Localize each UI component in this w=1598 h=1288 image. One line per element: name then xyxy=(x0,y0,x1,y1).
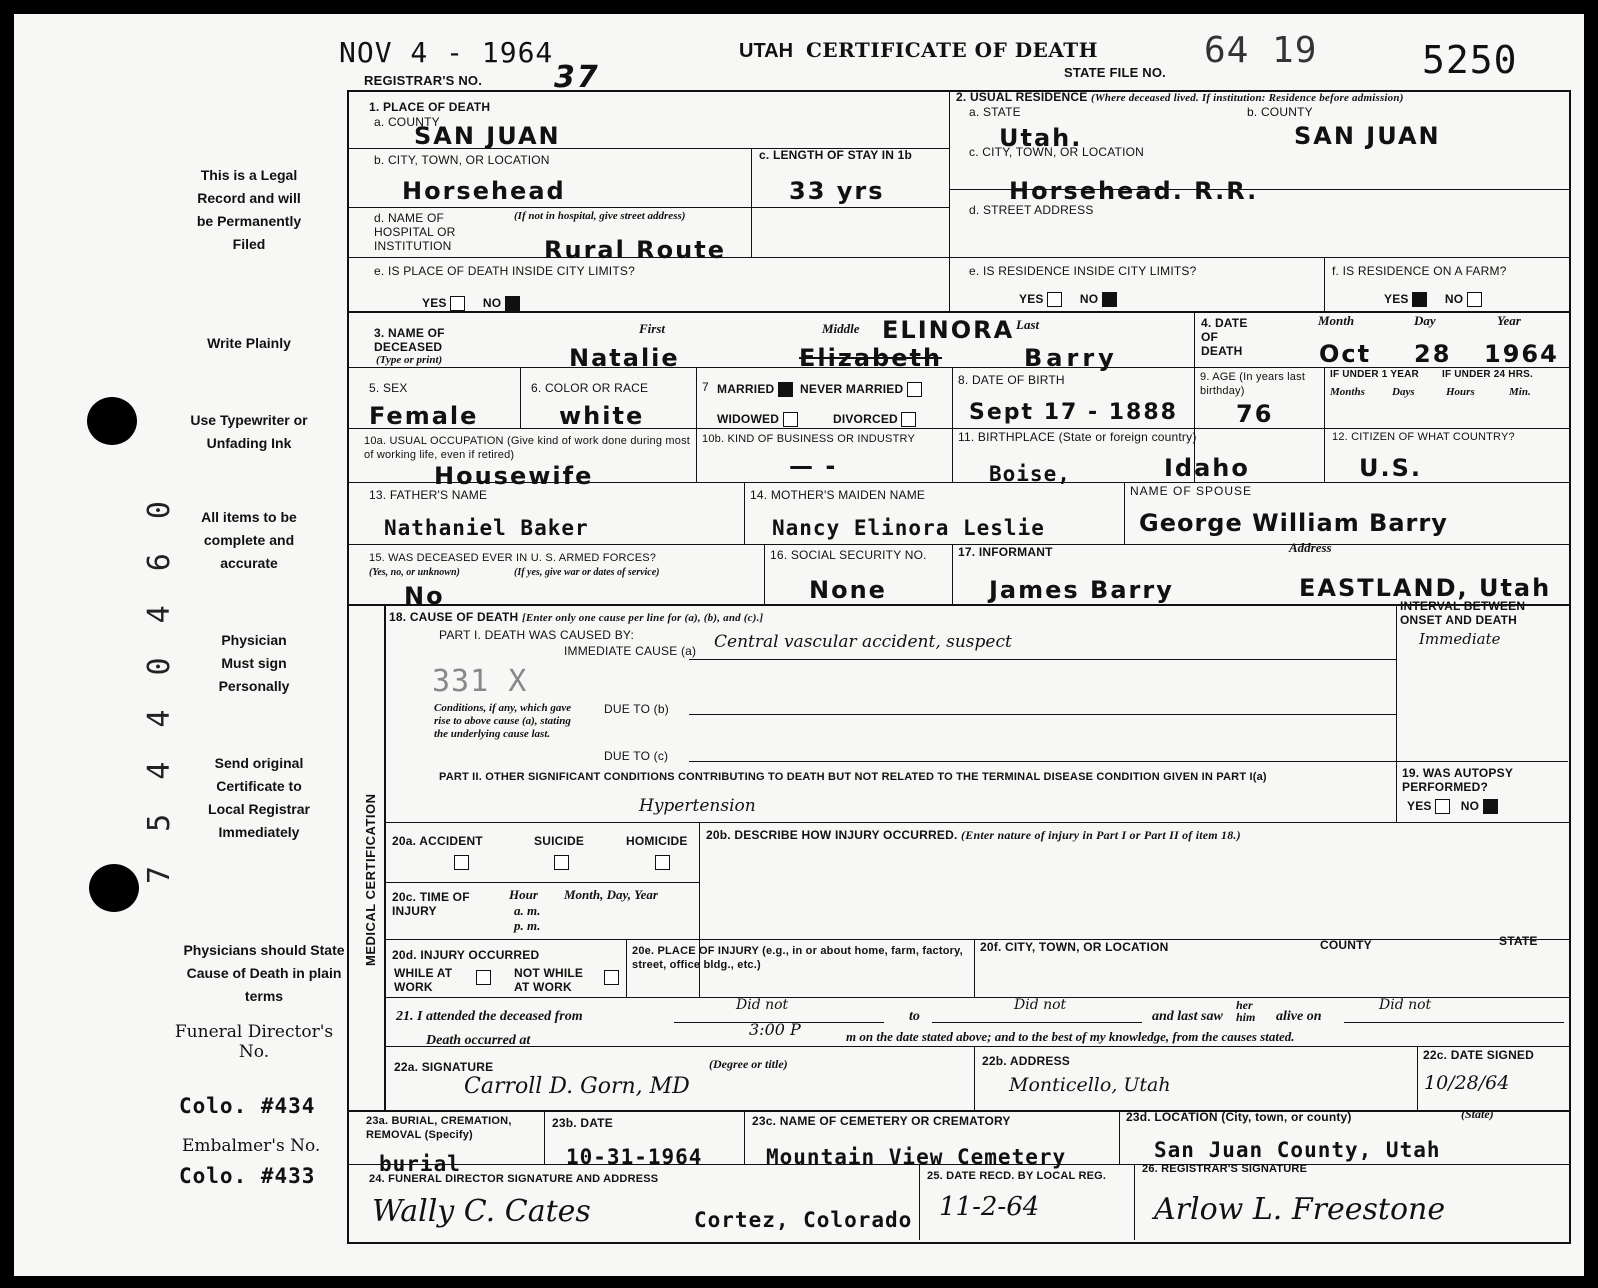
file-no-a: 64 19 xyxy=(1204,30,1318,71)
spouse-label: NAME OF SPOUSE xyxy=(1130,484,1253,498)
sidebar-plain: Physicians should State Cause of Death in plain terms xyxy=(183,942,345,1004)
attended-to: Did not xyxy=(1014,997,1067,1013)
armed-label: 15. WAS DECEASED EVER IN U. S. ARMED FORCES? xyxy=(369,552,657,564)
res-state-label: a. STATE xyxy=(969,105,1021,119)
burial-method-label: 23a. BURIAL, CREMATION, REMOVAL (Specify) xyxy=(366,1115,512,1141)
birthplace-label: 11. BIRTHPLACE (State or foreign country) xyxy=(958,430,1197,444)
cause-of-death-label: 18. CAUSE OF DEATH [Enter only one cause per line for (a), (b), and (c).] xyxy=(389,610,764,624)
rule xyxy=(949,90,950,311)
vertical-number: 7 5 4 4 0 4 6 0 xyxy=(142,493,177,884)
occupation-label: 10a. USUAL OCCUPATION (Give kind of work done during most of working life, even if retired) xyxy=(364,435,691,461)
rule xyxy=(1396,604,1397,822)
hours-label: Hours xyxy=(1446,386,1475,398)
alive-on-label: alive on xyxy=(1276,1009,1322,1024)
informant-address: EASTLAND, Utah xyxy=(1299,574,1552,602)
rule xyxy=(744,482,745,544)
race: white xyxy=(559,402,645,430)
rule xyxy=(952,544,953,604)
date-of-death-label: 4. DATE OF DEATH xyxy=(1201,316,1248,358)
cause-code: 331 X xyxy=(432,664,528,699)
last-saw-label: and last saw xyxy=(1152,1009,1223,1024)
rule xyxy=(384,822,1569,823)
hospital-note: (If not in hospital, give street address) xyxy=(514,210,686,222)
rule xyxy=(974,1046,975,1110)
to-label: to xyxy=(909,1009,920,1024)
yes-checkbox[interactable] xyxy=(450,296,465,311)
hospital-label: d. NAME OF HOSPITAL OR INSTITUTION xyxy=(374,211,456,253)
farm-label: f. IS RESIDENCE ON A FARM? xyxy=(1332,264,1507,278)
not-while-at-work-label: NOT WHILE AT WORK xyxy=(514,966,584,994)
marital-label: 7 xyxy=(702,380,709,394)
place-of-death-label: 1. PLACE OF DEATH xyxy=(369,100,491,114)
last-name: Barry xyxy=(1024,344,1118,372)
county-label: a. COUNTY xyxy=(374,115,440,129)
city-label: b. CITY, TOWN, OR LOCATION xyxy=(374,153,550,167)
rule xyxy=(349,1110,1569,1112)
part-1-label: PART I. DEATH WAS CAUSED BY: xyxy=(439,628,634,642)
father-name: Nathaniel Baker xyxy=(384,516,589,540)
physician-address: Monticello, Utah xyxy=(1009,1074,1171,1096)
physician-signature: Carroll D. Gorn, MD xyxy=(464,1074,690,1099)
death-month: Oct xyxy=(1319,340,1372,368)
alive-on-date: Did not xyxy=(1379,997,1432,1013)
pm-label: p. m. xyxy=(514,918,541,933)
yes-checkbox[interactable] xyxy=(1435,799,1450,814)
rule xyxy=(1134,1164,1135,1240)
injury-city-label: 20f. CITY, TOWN, OR LOCATION xyxy=(980,940,1169,954)
rule xyxy=(384,939,1569,940)
min-label: Min. xyxy=(1509,386,1531,398)
her-him-label: her him xyxy=(1236,998,1256,1024)
res-city-label: c. CITY, TOWN, OR LOCATION xyxy=(969,145,1144,159)
citizen-label: 12. CITIZEN OF WHAT COUNTRY? xyxy=(1332,431,1515,443)
under-24-hrs: IF UNDER 24 HRS. xyxy=(1442,369,1533,380)
burial-date-label: 23b. DATE xyxy=(552,1116,613,1130)
registrar-sig-label: 26. REGISTRAR'S SIGNATURE xyxy=(1142,1163,1308,1175)
registrar-no-label: REGISTRAR'S NO. xyxy=(364,73,483,88)
sidebar-send: Send original Certificate to Local Registrar Immediately xyxy=(208,755,310,840)
rule xyxy=(1344,1022,1564,1023)
rule xyxy=(689,714,1396,715)
homicide-checkbox[interactable] xyxy=(655,855,670,870)
injury-state-label: STATE xyxy=(1499,934,1538,948)
first-name: Natalie xyxy=(569,344,680,372)
rule xyxy=(1417,1046,1418,1110)
certificate-sheet xyxy=(14,14,1584,1276)
rule xyxy=(349,207,949,208)
state-file-label: STATE FILE NO. xyxy=(1064,65,1166,80)
informant-label: 17. INFORMANT xyxy=(958,545,1053,559)
widowed-option: WIDOWED DIVORCED xyxy=(717,412,916,427)
res-state: Utah. xyxy=(999,124,1083,152)
rule xyxy=(1119,1110,1120,1164)
middle-name: ELINORA xyxy=(882,316,1015,344)
medical-certification-label: MEDICAL CERTIFICATION xyxy=(363,793,378,966)
res-street-label: d. STREET ADDRESS xyxy=(969,203,1094,217)
race-label: 6. COLOR OR RACE xyxy=(531,381,649,395)
day-label: Day xyxy=(1414,313,1436,328)
date-received: 11-2-64 xyxy=(939,1192,1040,1222)
never-married-checkbox[interactable] xyxy=(907,382,922,397)
sidebar-typewriter: Use Typewriter or Unfading Ink xyxy=(190,412,308,451)
immediate-cause: Central vascular accident, suspect xyxy=(714,632,1012,652)
embalmer-label: Embalmer's No. xyxy=(182,1136,321,1156)
registrar-signature: Arlow L. Freestone xyxy=(1154,1192,1446,1227)
death-city: Horsehead xyxy=(402,177,566,205)
sidebar-write: Write Plainly xyxy=(207,335,291,351)
cemetery-label: 23c. NAME OF CEMETERY OR CREMATORY xyxy=(752,1114,1011,1128)
attended-from: Did not xyxy=(736,997,789,1013)
rule xyxy=(764,544,765,604)
death-county: SAN JUAN xyxy=(414,122,561,150)
inside-city-label: e. IS PLACE OF DEATH INSIDE CITY LIMITS? xyxy=(374,264,635,278)
res-county: SAN JUAN xyxy=(1294,122,1441,150)
rule xyxy=(349,428,1569,429)
registrar-no: 37 xyxy=(554,60,600,95)
rule xyxy=(544,1110,545,1164)
rule xyxy=(349,604,1569,606)
location-label: 23d. LOCATION (City, town, or county) xyxy=(1126,1110,1352,1124)
res-inside-city: YES NO xyxy=(1019,292,1117,307)
attended-label: 21. I attended the deceased from xyxy=(396,1009,583,1024)
immediate-cause-label: IMMEDIATE CAUSE (a) xyxy=(564,644,697,658)
funeral-director-signature: Wally C. Cates xyxy=(372,1194,591,1229)
type-note: (Type or print) xyxy=(376,354,443,366)
suicide-label: SUICIDE xyxy=(534,834,585,848)
birthplace-city: Boise, xyxy=(989,462,1071,486)
hospital-name: Rural Route xyxy=(544,236,726,264)
punch-hole-bottom xyxy=(89,864,139,912)
first-label: First xyxy=(639,321,666,336)
age-label: 9. AGE (In years last birthday) xyxy=(1200,371,1306,397)
death-inside-city: YES NO xyxy=(422,296,520,311)
under-1-year: IF UNDER 1 YEAR xyxy=(1330,369,1419,380)
rule xyxy=(952,367,953,482)
business: — - xyxy=(789,452,838,480)
sidebar-physician: Physician Must sign Personally xyxy=(218,632,290,694)
rule xyxy=(520,367,521,428)
no-checkbox[interactable] xyxy=(1102,292,1117,307)
sex-label: 5. SEX xyxy=(369,381,408,395)
rule xyxy=(919,1164,920,1240)
sidebar-items: All items to be complete and accurate xyxy=(201,509,297,571)
degree-label: (Degree or title) xyxy=(709,1057,788,1071)
rule xyxy=(384,604,386,1110)
not-while-at-work-checkbox[interactable] xyxy=(604,970,619,985)
citizenship: U.S. xyxy=(1359,454,1423,482)
armed-note-1: (Yes, no, or unknown) xyxy=(369,567,460,578)
married-checkbox[interactable] xyxy=(778,382,793,397)
month-label: Month xyxy=(1318,313,1355,328)
rule xyxy=(584,1046,846,1047)
burial-method: burial xyxy=(379,1152,461,1176)
rule xyxy=(626,939,627,997)
res-city: Horsehead. R.R. xyxy=(1009,177,1259,205)
no-checkbox[interactable] xyxy=(505,296,520,311)
part-2-conditions: Hypertension xyxy=(639,796,756,816)
conditions-note: Conditions, if any, which gave rise to above cause (a), stating the underlying cause last. xyxy=(434,702,572,740)
rule xyxy=(384,1046,1569,1047)
birthplace-state: Idaho xyxy=(1164,454,1250,482)
married-option: MARRIED NEVER MARRIED xyxy=(717,382,922,397)
rule xyxy=(689,659,1396,660)
rule xyxy=(932,1022,1142,1023)
spouse-name: George William Barry xyxy=(1139,509,1448,537)
stay-label: c. LENGTH OF STAY IN 1b xyxy=(759,148,913,162)
father-label: 13. FATHER'S NAME xyxy=(369,488,488,502)
middle-name-struck: Elizabeth xyxy=(799,344,943,372)
year-label: Year xyxy=(1497,313,1521,328)
occupation: Housewife xyxy=(434,462,594,490)
ssn: None xyxy=(809,576,887,604)
business-label: 10b. KIND OF BUSINESS OR INDUSTRY xyxy=(702,433,916,445)
autopsy-label: 19. WAS AUTOPSY PERFORMED? xyxy=(1402,766,1513,794)
time-of-injury-label: 20c. TIME OF INJURY xyxy=(392,890,470,918)
rule xyxy=(689,761,1396,762)
due-to-c-label: DUE TO (c) xyxy=(604,749,669,763)
divorced-checkbox[interactable] xyxy=(901,412,916,427)
while-at-work-checkbox[interactable] xyxy=(476,970,491,985)
birth-label: 8. DATE OF BIRTH xyxy=(958,373,1065,387)
file-no-b: 5250 xyxy=(1422,38,1518,82)
age: 76 xyxy=(1236,400,1274,428)
rule xyxy=(744,1110,745,1164)
death-time: 3:00 P xyxy=(749,1020,801,1039)
birth-date: Sept 17 - 1888 xyxy=(969,400,1178,425)
widowed-checkbox[interactable] xyxy=(783,412,798,427)
date-received-label: 25. DATE RECD. BY LOCAL REG. xyxy=(927,1170,1107,1182)
length-of-stay: 33 yrs xyxy=(789,177,885,205)
sex: Female xyxy=(369,402,479,430)
mother-label: 14. MOTHER'S MAIDEN NAME xyxy=(750,488,926,502)
cemetery: Mountain View Cemetery xyxy=(766,1145,1067,1169)
death-occurred-label: Death occurred at xyxy=(426,1033,531,1048)
ssn-label: 16. SOCIAL SECURITY NO. xyxy=(770,548,927,562)
res-county-label: b. COUNTY xyxy=(1247,105,1313,119)
no-checkbox[interactable] xyxy=(1467,292,1482,307)
knowledge-statement: m on the date stated above; and to the best of my knowledge, from the causes stated. xyxy=(846,1029,1295,1044)
middle-label: Middle xyxy=(822,321,860,336)
homicide-label: HOMICIDE xyxy=(626,834,688,848)
yes-checkbox[interactable] xyxy=(1047,292,1062,307)
res-inside-label: e. IS RESIDENCE INSIDE CITY LIMITS? xyxy=(969,264,1197,278)
months-label: Months xyxy=(1330,386,1365,398)
address-label: Address xyxy=(1289,540,1332,555)
res-farm: YES NO xyxy=(1384,292,1482,307)
funeral-director-no: Colo. #434 xyxy=(179,1094,316,1118)
place-of-injury-label: 20e. PLACE OF INJURY (e.g., in or about home, farm, factory, street, office bldg., etc.) xyxy=(632,945,963,971)
burial-date: 10-31-1964 xyxy=(566,1145,703,1169)
burial-location: San Juan County, Utah xyxy=(1154,1138,1441,1162)
rule xyxy=(696,367,697,482)
death-year: 1964 xyxy=(1484,340,1559,368)
yes-checkbox[interactable] xyxy=(1412,292,1427,307)
rule xyxy=(349,311,1569,313)
mother-name: Nancy Elinora Leslie xyxy=(772,516,1045,540)
date-stamp: NOV 4 - 1964 xyxy=(339,36,554,69)
funeral-director-label: Funeral Director's No. xyxy=(174,1022,334,1062)
sidebar-legal: This is a Legal Record and will be Permanently Filed xyxy=(196,167,302,252)
location-state-label: (State) xyxy=(1461,1107,1494,1121)
days-label: Days xyxy=(1392,386,1415,398)
while-at-work-label: WHILE AT WORK xyxy=(394,966,453,994)
residence-label: 2. USUAL RESIDENCE (Where deceased lived. If institution: Residence before admission) xyxy=(956,90,1404,104)
armed-forces: No xyxy=(404,582,445,610)
injury-how-label: 20b. DESCRIBE HOW INJURY OCCURRED. (Enter nature of injury in Part I or Part II of item 18.) xyxy=(706,828,1241,842)
rule xyxy=(751,148,752,257)
last-label: Last xyxy=(1016,317,1040,332)
date-signed: 10/28/64 xyxy=(1424,1072,1510,1094)
autopsy-option: YES NO xyxy=(1407,799,1498,814)
accident-checkbox[interactable] xyxy=(454,855,469,870)
mdy-label: Month, Day, Year xyxy=(564,887,658,902)
part-2-label: PART II. OTHER SIGNIFICANT CONDITIONS CONTRIBUTING TO DEATH BUT NOT RELATED TO THE TERMINAL DISEASE CONDITION GIVEN IN PART I(a) xyxy=(439,771,1267,783)
document-title: CERTIFICATE OF DEATH xyxy=(806,38,1099,62)
hour-label: Hour xyxy=(509,887,538,902)
date-signed-label: 22c. DATE SIGNED xyxy=(1423,1048,1535,1062)
interval: Immediate xyxy=(1419,630,1501,648)
rule xyxy=(1124,482,1125,544)
due-to-b-label: DUE TO (b) xyxy=(604,702,669,716)
rule xyxy=(1324,257,1325,311)
title-state: UTAH xyxy=(739,40,794,62)
deceased-name-label: 3. NAME OF DECEASED xyxy=(374,326,445,354)
no-checkbox[interactable] xyxy=(1483,799,1498,814)
death-day: 28 xyxy=(1414,340,1452,368)
interval-label: INTERVAL BETWEEN ONSET AND DEATH xyxy=(1400,599,1526,627)
rule xyxy=(1396,761,1568,762)
rule xyxy=(349,257,1569,258)
punch-hole-top xyxy=(87,397,137,445)
rule xyxy=(974,939,975,997)
injury-occurred-label: 20d. INJURY OCCURRED xyxy=(392,948,540,962)
funeral-director-address: Cortez, Colorado xyxy=(694,1208,913,1232)
informant-name: James Barry xyxy=(989,576,1174,604)
rule xyxy=(384,882,699,883)
armed-note-2: (If yes, give war or dates of service) xyxy=(514,567,660,578)
signature-label: 22a. SIGNATURE xyxy=(394,1060,494,1074)
embalmer-no: Colo. #433 xyxy=(179,1164,316,1188)
suicide-checkbox[interactable] xyxy=(554,855,569,870)
injury-county-label: COUNTY xyxy=(1320,938,1372,952)
physician-address-label: 22b. ADDRESS xyxy=(982,1054,1070,1068)
accident-label: 20a. ACCIDENT xyxy=(392,834,483,848)
am-label: a. m. xyxy=(514,903,541,918)
funeral-director-sig-label: 24. FUNERAL DIRECTOR SIGNATURE AND ADDRESS xyxy=(369,1173,659,1185)
